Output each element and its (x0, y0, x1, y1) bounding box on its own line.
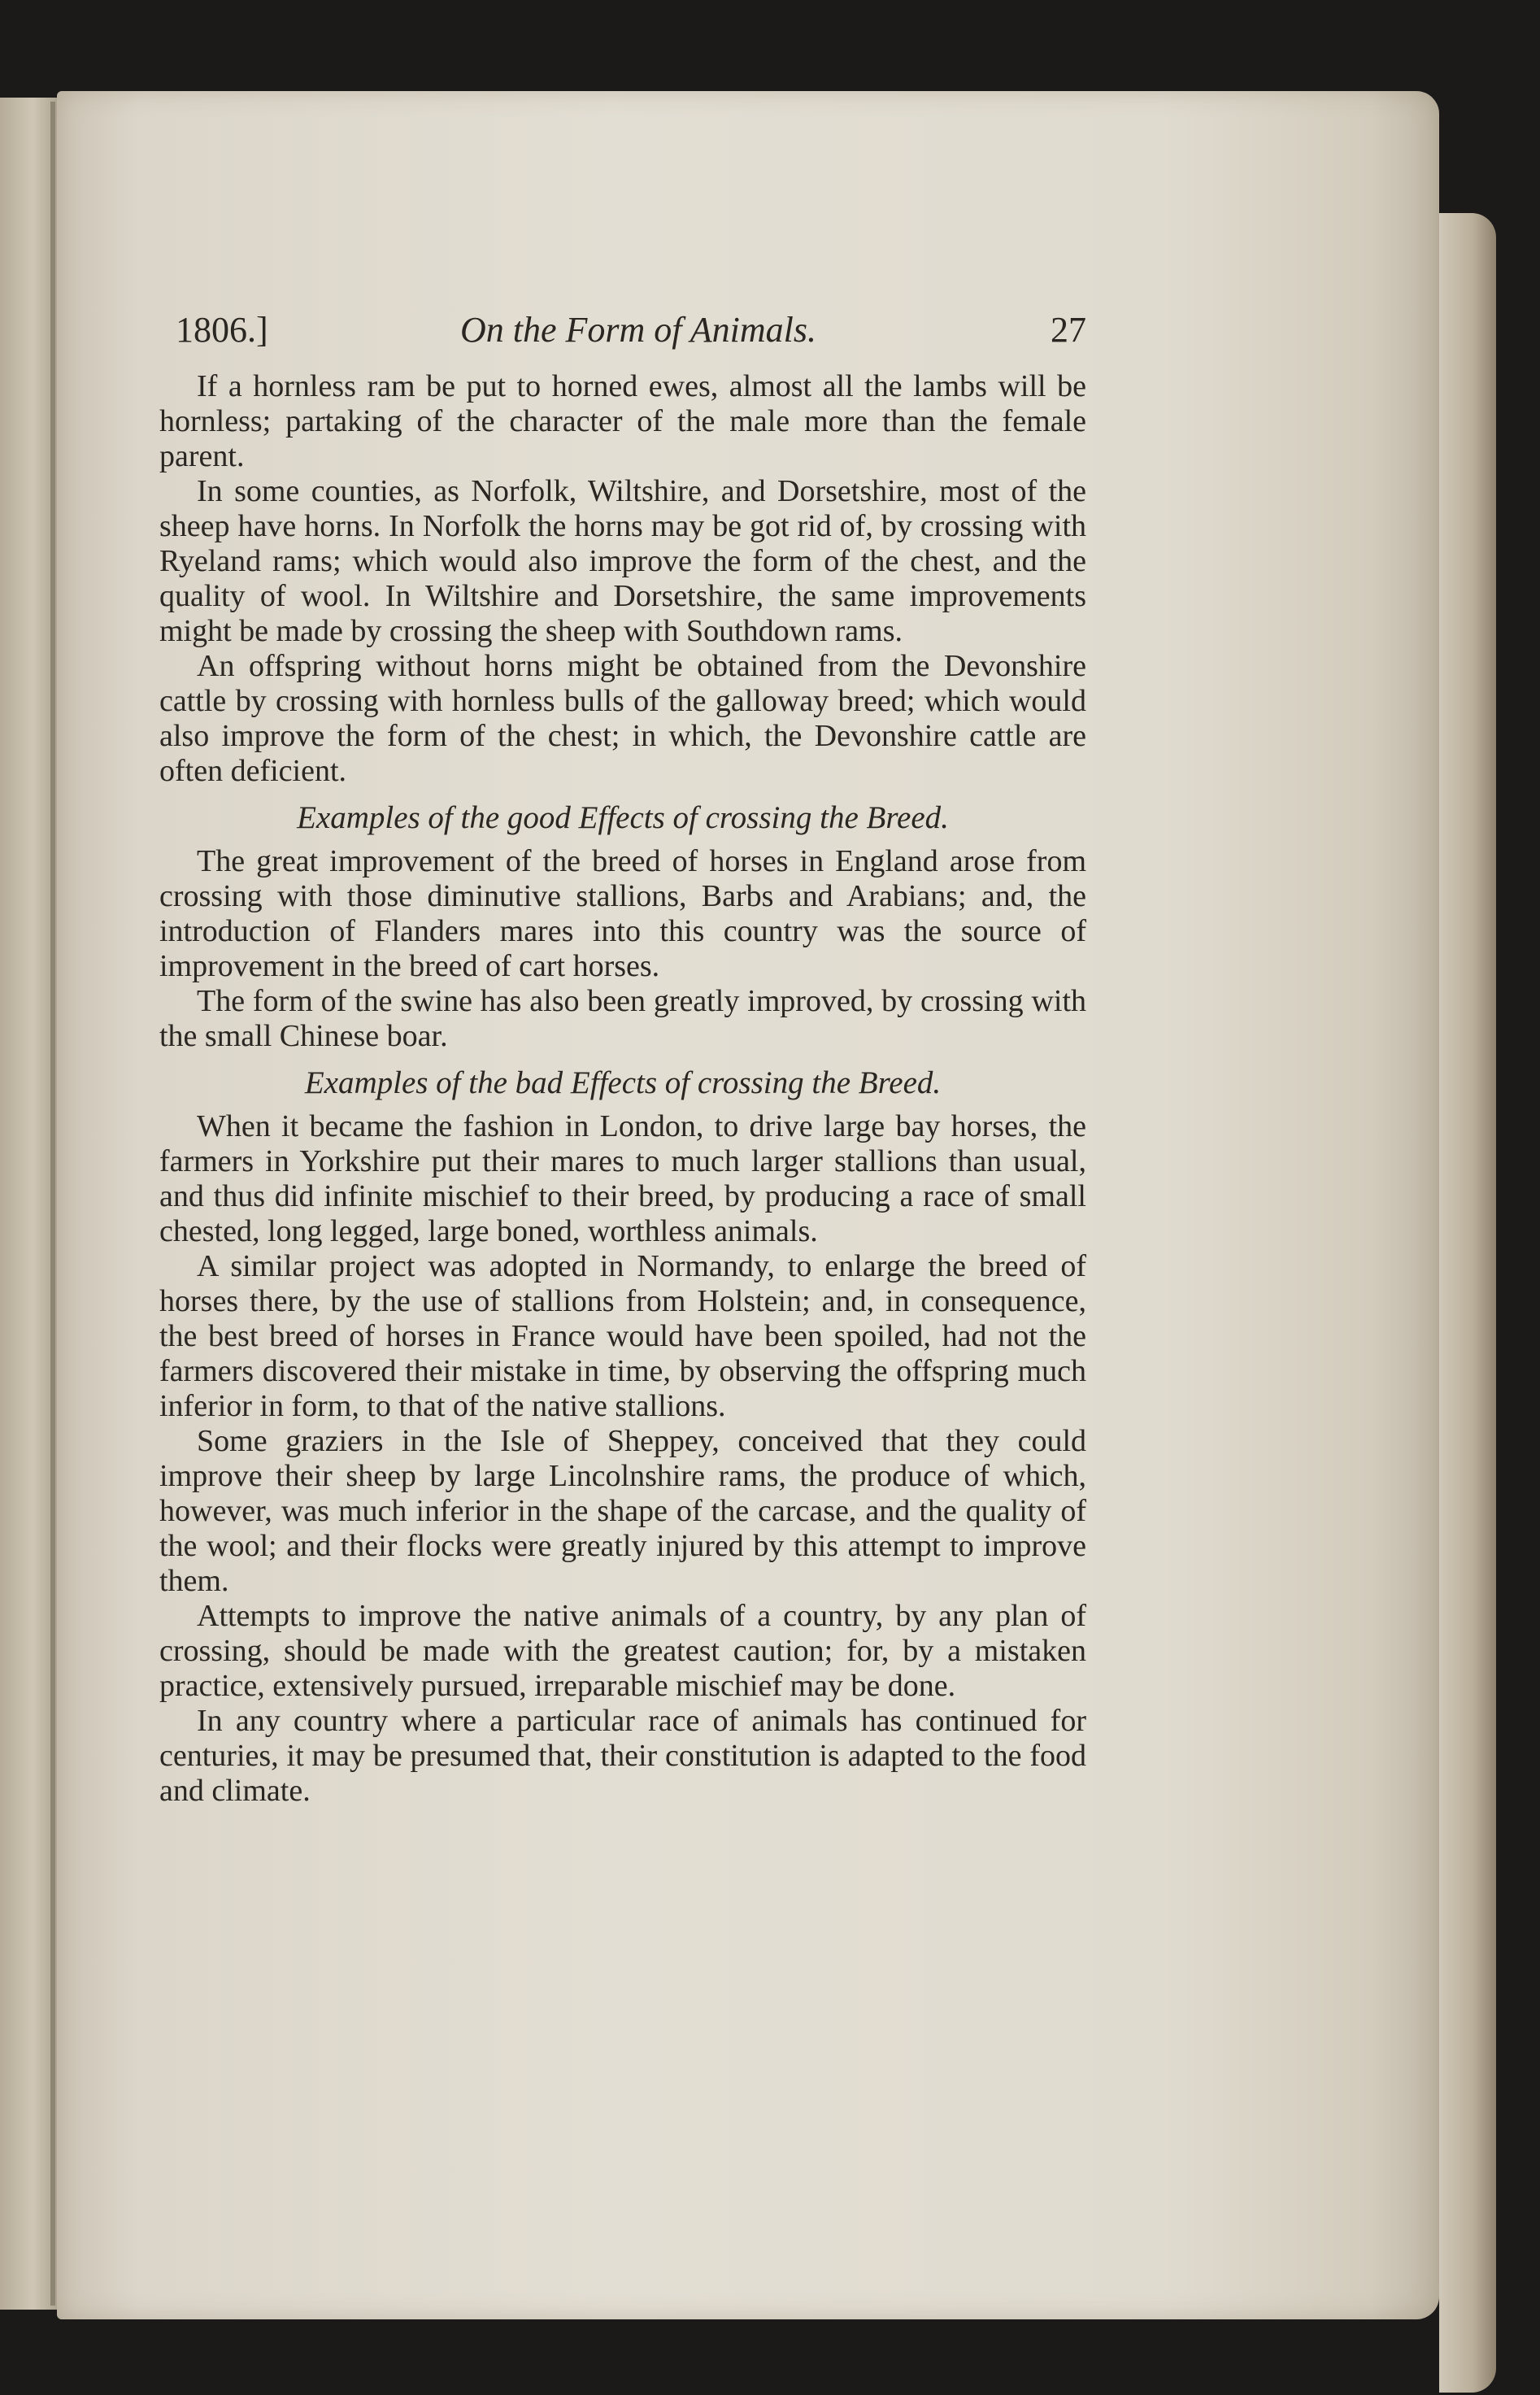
paragraph: Attempts to improve the native animals of a country, by any plan of crossing, should be made with the greatest caution; for, by a mistaken practice, extensively pursued, irreparable mischief may be done. (159, 1599, 1086, 1703)
paragraph: In some counties, as Norfolk, Wiltshire, and Dorsetshire, most of the sheep have horns. In Norfolk the horns may be got rid of, by crossing with Ryeland rams; which would also improve the form of the chest, and the quality of wool. In Wiltshire and Dorsetshire, the same improvements might be made by crossing the sheep with Southdown rams. (159, 474, 1086, 648)
paragraph: An offspring without horns might be obtained from the Devonshire cattle by crossing with hornless bulls of the galloway breed; which would also improve the form of the chest; in which, the Devonshire cattle are often deficient. (159, 649, 1086, 788)
paragraph: If a hornless ram be put to horned ewes, almost all the lambs will be hornless; partaking of the character of the male more than the female parent. (159, 369, 1086, 473)
page-fore-edge (1439, 213, 1496, 2393)
page-number: 27 (1051, 310, 1086, 350)
paragraph: The great improvement of the breed of horses in England arose from crossing with those diminutive stallions, Barbs and Arabians; and, the introduction of Flanders mares into this country was the source of improvement in the breed of cart horses. (159, 844, 1086, 983)
page-gutter-shadow (50, 102, 55, 2306)
paragraph: In any country where a particular race of animals has continued for centuries, it may be presumed that, their constitution is adapted to the food and climate. (159, 1704, 1086, 1808)
section-heading-good-effects: Examples of the good Effects of crossing the Breed. (297, 800, 949, 835)
paragraph: When it became the fashion in London, to drive large bay horses, the farmers in Yorkshire put their mares to much larger stallions than usual, and thus did infinite mischief to their breed, by producing a race of small chested, long legged, large boned, worthless animals. (159, 1109, 1086, 1248)
header-title: On the Form of Animals. (460, 310, 816, 350)
paragraph: Some graziers in the Isle of Sheppey, conceived that they could improve their sheep by large Lincolnshire rams, the produce of which, however, was much inferior in the shape of the carcase, and the quality of the wool; and their flocks were greatly injured by this attempt to improve them. (159, 1424, 1086, 1598)
running-header (159, 309, 1086, 369)
page-text (159, 309, 1086, 1809)
paragraph: The form of the swine has also been greatly improved, by crossing with the small Chinese boar. (159, 984, 1086, 1053)
paragraph: A similar project was adopted in Normandy, to enlarge the breed of horses there, by the use of stallions from Holstein; and, in consequence, the best breed of horses in France would have been spoiled, had not the farmers discovered their mistake in time, by observing the offspring much inferior in form, to that of the native stallions. (159, 1249, 1086, 1423)
section-heading-bad-effects: Examples of the bad Effects of crossing the Breed. (304, 1065, 942, 1100)
header-year: 1806.] (176, 310, 268, 350)
